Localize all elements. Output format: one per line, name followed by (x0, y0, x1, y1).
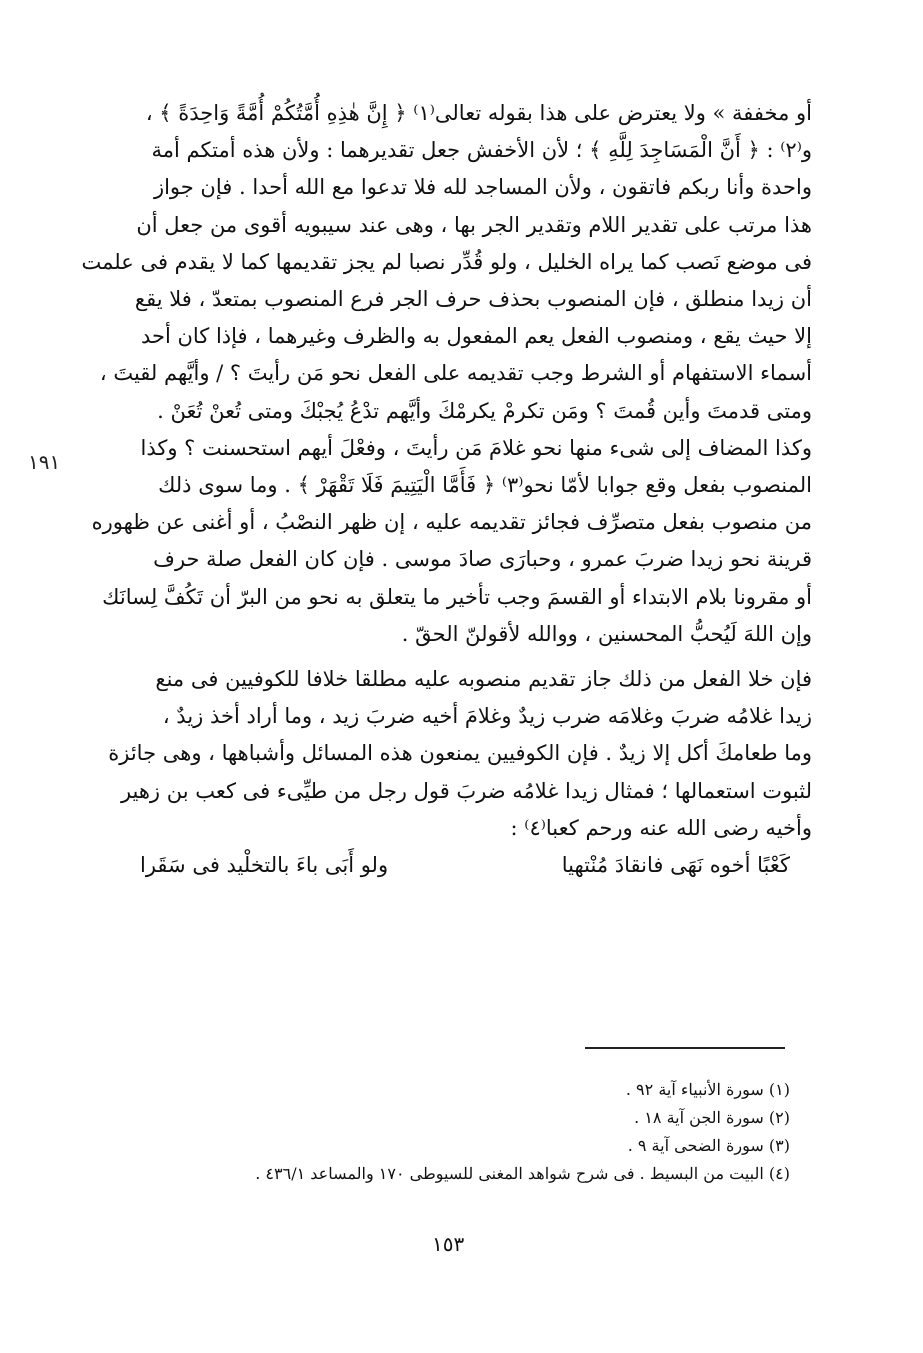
text-line: فإن خلا الفعل من ذلك جاز تقديم منصوبه عليه مطلقا خلافا للكوفيين فى منع (155, 667, 812, 692)
page-number: ١٥٣ (432, 1232, 465, 1256)
text-line: قرينة نحو زيدا ضربَ عمرو ، وحبارَى صادَ موسى . فإن كان الفعل صلة حرف (153, 547, 812, 572)
footnotes (120, 1076, 790, 1188)
text-line: واحدة وأنا ربكم فاتقون ، ولأن المساجد لله فلا تدعوا مع الله أحدا . فإن جواز (153, 175, 812, 200)
text-line: أو مقرونا بلام الابتداء أو القسمَ وجب تأخير ما يتعلق به نحو من البرّ أن تَكُفَّ لِسانَك (102, 584, 812, 609)
text-line: من منصوب بفعل متصرِّف فجائز تقديمه عليه ، إن ظهر النصْبُ ، أو أغنى عن ظهوره (91, 510, 812, 535)
text-line: وما طعامكَ أكل إلا زيدٌ . فإن الكوفيين يمنعون هذه المسائل وأشباهها ، وهى جائزة (108, 741, 812, 766)
text-line: وإن اللهَ لَيُحبُّ المحسنين ، ووالله لأقولنّ الحقّ . (401, 621, 812, 646)
verse-second-hemistich: ولو أَبَى باءَ بالتخلْيد فى سَقَرا (140, 853, 389, 878)
verse-first-hemistich: كَعْبًا أخوه نَهَى فانقادَ مُنْتهيا (561, 853, 790, 878)
text-line: أسماء الاستفهام أو الشرط وجب تقديمه على الفعل نحو مَن رأيتَ ؟ / وأيَّهم لقيتَ ، (99, 361, 812, 386)
text-line: زيدا غلامُه ضربَ وغلامَه ضرب زيدٌ وغلامَ أخيه ضربَ زيد ، وما أراد أخذ زيدٌ ، (162, 704, 812, 729)
text-line: فى موضع نَصب كما يراه الخليل ، ولو قُدِّر نصبا لم يجز تقديمها كما لا يقدم فى علمت (81, 249, 812, 274)
footnote-item: (١) سورة الأنبياء آية ٩٢ . (625, 1080, 790, 1099)
page-body (81, 95, 812, 884)
footnote-item: (٣) سورة الضحى آية ٩ . (627, 1136, 790, 1155)
text-line: لثبوت استعمالها ؛ فمثال زيدا غلامُه ضربَ قول رجل من طيِّىء فى كعب بن زهير (120, 778, 812, 803)
footnote-item: (٢) سورة الجن آية ١٨ . (634, 1108, 790, 1127)
text-line: أو مخففة » ولا يعترض على هذا بقوله تعالى⁽١⁾ ﴿ إِنَّ هٰذِهِ أُمَّتُكُمْ أُمَّةً وَاحِدَةً ﴾ ، (145, 101, 812, 125)
text-line: وكذا المضاف إلى شىء منها نحو غلامَ مَن رأيتَ ، وفعْلَ أيهم استحسنت ؟ وكذا (140, 435, 812, 460)
text-line: هذا مرتب على تقدير اللام وتقدير الجر بها ، وهى عند سيبويه أقوى من جعل أن (136, 212, 812, 237)
footnote-item: (٤) البيت من البسيط . فى شرح شواهد المغنى للسيوطى ١٧٠ والمساعد ٤٣٦/١ . (255, 1164, 790, 1183)
margin-folio-note: ١٩١ (28, 450, 61, 474)
text-line: ومتى قدمتَ وأين قُمتَ ؟ ومَن تكرمْ يكرمْكَ وأيَّهم تدْعُ يُجبْكَ ومتى تُعنْ تُعَنْ . (157, 398, 812, 423)
text-line: المنصوب بفعل وقع جوابا لأمّا نحو⁽٣⁾ ﴿ فَأَمَّا الْيَتِيمَ فَلَا تَقْهَرْ ﴾ . وما سوى ذلك (158, 473, 812, 498)
text-line: و⁽٢⁾ : ﴿ أَنَّ الْمَسَاجِدَ لِلَّهِ ﴾ ؛ لأن الأخفش جعل تقديرهما : ولأن هذه أمتكم أمة (151, 138, 812, 163)
text-line: إلا حيث يقع ، ومنصوب الفعل يعم المفعول به والظرف وغيرهما ، فإذا كان أحد (140, 324, 812, 349)
text-line: وأخيه رضى الله عنه ورحم كعبا⁽٤⁾ : (510, 815, 812, 840)
text-line: أن زيدا منطلق ، فإن المنصوب بحذف حرف الجر فرع المنصوب بمتعدّ ، فلا يقع (134, 287, 812, 312)
footnote-separator (585, 1047, 785, 1049)
paragraph-1 (81, 95, 812, 653)
poetry-verse (120, 847, 812, 884)
paragraph-2 (108, 661, 812, 847)
